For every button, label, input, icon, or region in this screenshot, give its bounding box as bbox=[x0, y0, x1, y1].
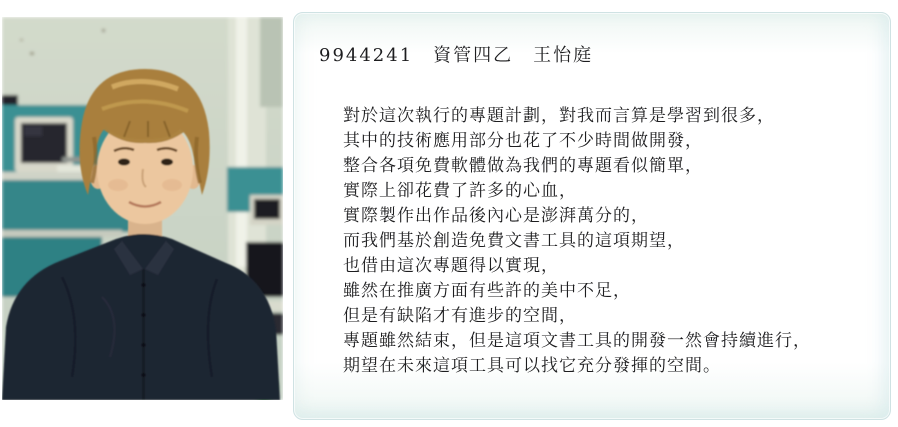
student-photo bbox=[2, 17, 283, 400]
reflection-line: 也借由這次專題得以實現， bbox=[343, 256, 559, 276]
reflection-line: 期望在未來這項工具可以找它充分發揮的空間。 bbox=[343, 356, 721, 376]
reflection-line: 而我們基於創造免費文書工具的這項期望， bbox=[343, 231, 685, 251]
reflection-line: 實際上卻花費了許多的心血， bbox=[343, 181, 577, 201]
reflection-line: 對於這次執行的專題計劃，對我而言算是學習到很多， bbox=[343, 106, 775, 126]
reflection-line: 但是有缺陷才有進步的空間， bbox=[343, 306, 577, 326]
reflection-line: 實際製作出作品後內心是澎湃萬分的， bbox=[343, 206, 649, 226]
reflection-line: 專題雖然結束，但是這項文書工具的開發一然會持續進行， bbox=[343, 331, 811, 351]
reflection-line: 整合各項免費軟體做為我們的專題看似簡單， bbox=[343, 156, 703, 176]
reflection-text bbox=[343, 104, 890, 379]
student-id-heading: 9944241 資管四乙 王怡庭 bbox=[319, 45, 594, 66]
reflection-panel bbox=[293, 12, 891, 420]
reflection-line: 其中的技術應用部分也花了不少時間做開發， bbox=[343, 131, 703, 151]
reflection-line: 雖然在推廣方面有些許的美中不足， bbox=[343, 281, 631, 301]
